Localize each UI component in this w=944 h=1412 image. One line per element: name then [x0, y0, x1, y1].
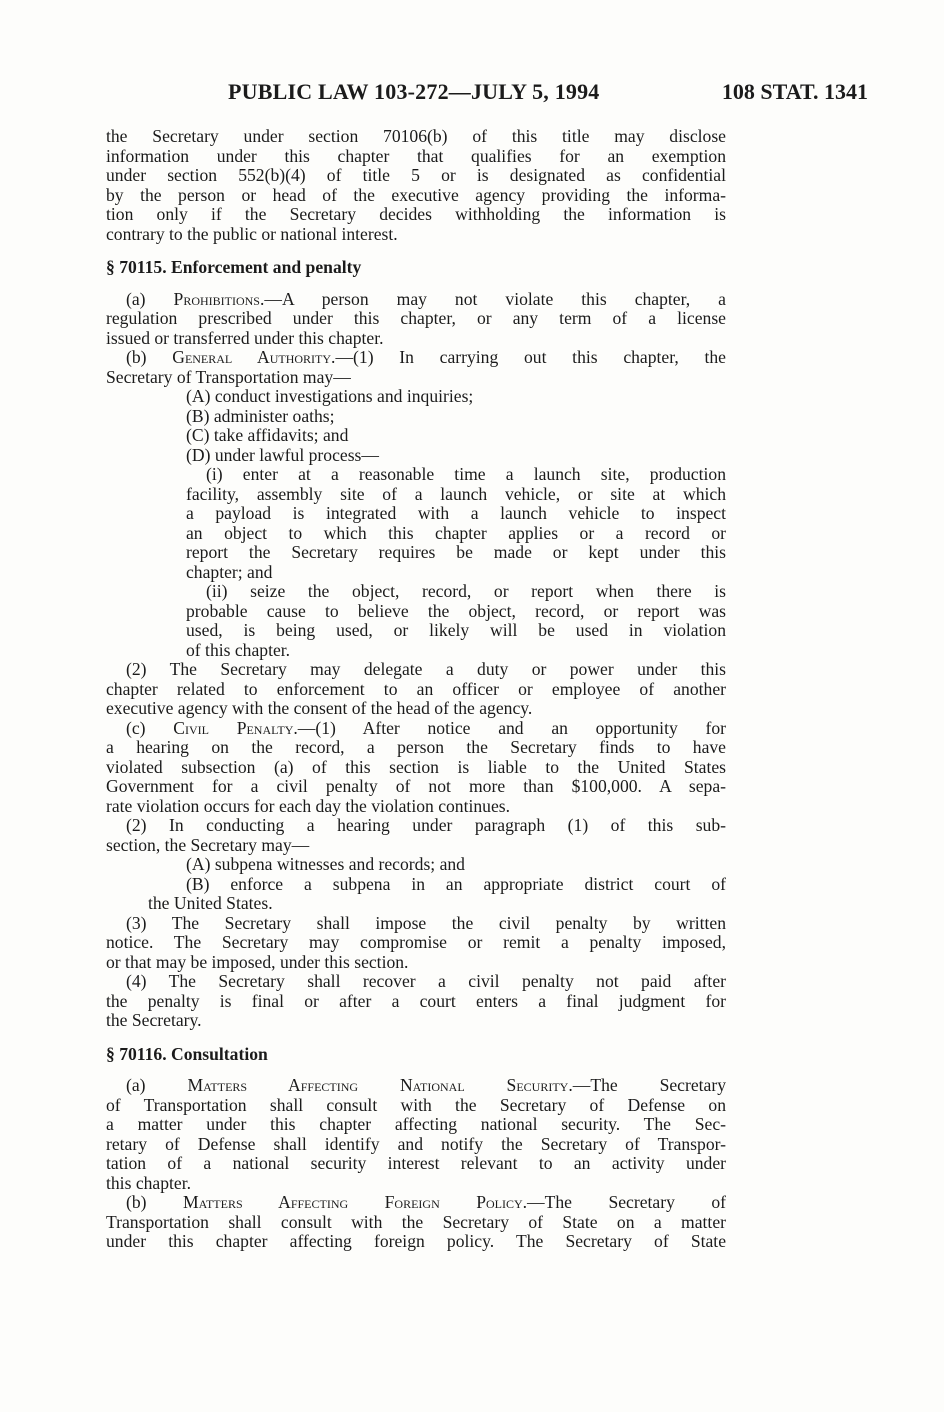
text-line: under this chapter affecting foreign policy. The Secretary of State [106, 1231, 726, 1251]
subsection-b-general-authority [106, 348, 726, 719]
subsection-label: Prohibitions. [173, 288, 265, 309]
text-line: violated subsection (a) of this section is liable to the United States [106, 756, 726, 777]
text-line: facility, assembly site of a launch vehicle, or site at which [186, 483, 726, 504]
running-head-title: PUBLIC LAW 103-272—JULY 5, 1994 [228, 79, 600, 104]
text-line: issued or transferred under this chapter. [106, 327, 384, 348]
subsection-label: General Authority. [172, 347, 336, 367]
list-item: (A) conduct investigations and inquiries; [186, 386, 474, 406]
line-rest: —A person may not violate this chapter, a [264, 288, 726, 309]
text-line: under section 552(b)(4) of title 5 or is designated as confidential [106, 165, 726, 185]
label-prefix: (b) [126, 347, 173, 367]
text-line [106, 719, 726, 739]
subsection-b-foreign-policy [106, 1193, 726, 1252]
label-prefix: (a) [126, 288, 174, 309]
text-line: the Secretary. [106, 1010, 202, 1030]
text-line: rate violation occurs for each day the violation continues. [106, 795, 511, 816]
label-prefix: (c) [126, 717, 174, 738]
text-line: a matter under this chapter affecting national security. The Sec- [106, 1114, 726, 1134]
text-line: contrary to the public or national interest. [106, 223, 398, 244]
text-line: this chapter. [106, 1172, 192, 1193]
text-line: Secretary of Transportation may— [106, 366, 351, 387]
document-body [106, 127, 726, 1252]
text-line: (3) The Secretary shall impose the civil penalty by written [126, 912, 726, 933]
text-line [106, 348, 726, 368]
subsection-c-civil-penalty [106, 719, 726, 1031]
text-line: (4) The Secretary shall recover a civil penalty not paid after [126, 971, 726, 991]
subsection-label: Matters Affecting Foreign Policy. [182, 1192, 528, 1212]
list-item: (B) administer oaths; [186, 405, 335, 426]
text-line: regulation prescribed under this chapter, or any term of a license [106, 308, 726, 328]
line-rest: —The Secretary of [527, 1192, 726, 1212]
text-line: tion only if the Secretary decides withholding the information is [106, 204, 726, 224]
text-line: notice. The Secretary may compromise or remit a penalty imposed, [106, 932, 726, 952]
text-line: (2) In conducting a hearing under paragraph (1) of this sub- [126, 815, 726, 835]
text-line [106, 290, 726, 310]
text-line: (2) The Secretary may delegate a duty or power under this [126, 659, 726, 679]
line-rest: —(1) After notice and an opportunity for [297, 717, 726, 738]
section-heading-70115: § 70115. Enforcement and penalty [106, 257, 362, 277]
text-line: chapter; and [186, 561, 273, 582]
text-line: the United States. [148, 893, 273, 913]
subsection-label: Civil Penalty. [173, 717, 298, 738]
text-line: of this chapter. [186, 639, 291, 660]
text-line: used, is being used, or likely will be used in violation [186, 620, 726, 640]
text-line: Transportation shall consult with the Secretary of State on a matter [106, 1211, 726, 1232]
line-rest: —The Secretary [572, 1075, 726, 1095]
text-line: of Transportation shall consult with the Secretary of Defense on [106, 1094, 726, 1115]
text-line: a payload is integrated with a launch vehicle to inspect [186, 503, 726, 523]
page-header [228, 79, 868, 111]
text-line: an object to which this chapter applies or a record or [186, 522, 726, 543]
text-line: Government for a civil penalty of not more than $100,000. A sepa- [106, 776, 726, 796]
text-line: tation of a national security interest relevant to an activity under [106, 1153, 726, 1173]
text-line: chapter related to enforcement to an officer or employee of another [106, 678, 726, 699]
list-item: (C) take affidavits; and [186, 425, 349, 445]
subsection-label: Matters Affecting National Security. [187, 1075, 573, 1095]
section-heading-70116: § 70116. Consultation [106, 1043, 268, 1064]
text-line: information under this chapter that qualifies for an exemption [106, 145, 726, 166]
subsection-a-national-security [106, 1076, 726, 1193]
list-item: (D) under lawful process— [186, 444, 379, 465]
text-line: retary of Defense shall identify and notify the Secretary of Transpor- [106, 1133, 726, 1154]
list-item: (B) enforce a subpena in an appropriate district court of [186, 873, 726, 894]
paragraph-intro [106, 127, 726, 244]
line-rest: —(1) In carrying out this chapter, the [335, 347, 726, 367]
label-prefix: (a) [126, 1075, 188, 1095]
text-line [106, 1076, 726, 1096]
text-line: section, the Secretary may— [106, 834, 310, 855]
text-line: the Secretary under section 70106(b) of this title may disclose [106, 126, 726, 146]
text-line: a hearing on the record, a person the Secretary finds to have [106, 737, 726, 757]
text-line: (ii) seize the object, record, or report when there is [206, 581, 726, 601]
list-item: (A) subpena witnesses and records; and [186, 854, 465, 874]
text-line: executive agency with the consent of the head of the agency. [106, 698, 533, 718]
text-line: probable cause to believe the object, record, or report was [186, 600, 726, 621]
text-line: or that may be imposed, under this section. [106, 951, 409, 972]
text-line: (i) enter at a reasonable time a launch site, production [206, 464, 726, 484]
label-prefix: (b) [126, 1192, 183, 1212]
subsection-a-prohibitions [106, 290, 726, 349]
page-number: 108 STAT. 1341 [721, 79, 868, 104]
text-line [106, 1193, 726, 1213]
text-line: by the person or head of the executive agency providing the informa- [106, 184, 726, 205]
text-line: the penalty is final or after a court enters a final judgment for [106, 990, 726, 1011]
text-line: report the Secretary requires be made or kept under this [186, 542, 726, 562]
